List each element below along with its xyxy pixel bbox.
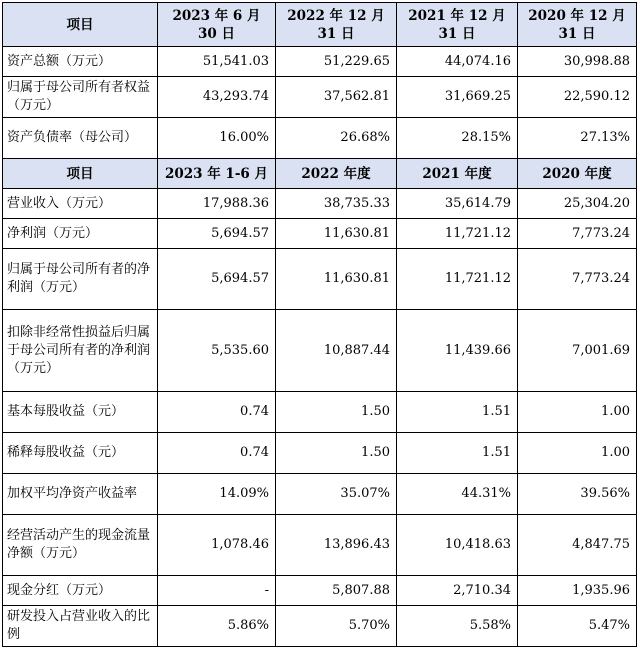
row-label: 归属于母公司所有者权益（万元） [3,77,158,118]
cell-value: 51,541.03 [158,47,276,77]
table-row [3,118,637,159]
table-row [3,249,637,310]
cell-value: 1.51 [397,392,518,433]
cell-value: 5.47% [518,606,637,647]
cell-value: 26.68% [276,118,397,159]
cell-value: 1,935.96 [518,576,637,606]
row-label: 资产负债率（母公司） [3,118,158,159]
cell-value: 22,590.12 [518,77,637,118]
row-label: 资产总额（万元） [3,47,158,77]
financial-table-container [2,2,637,647]
cell-value: 27.13% [518,118,637,159]
table-row [3,310,637,392]
cell-value: 2,710.34 [397,576,518,606]
cell-value: 1.50 [276,433,397,474]
cell-value: 31,669.25 [397,77,518,118]
cell-value: 14.09% [158,474,276,515]
row-label: 加权平均净资产收益率 [3,474,158,515]
cell-value: 1.00 [518,433,637,474]
row-label: 净利润（万元） [3,219,158,249]
cell-value: 44.31% [397,474,518,515]
cell-value: 11,630.81 [276,219,397,249]
cell-value: 5.86% [158,606,276,647]
cell-value: 11,439.66 [397,310,518,392]
table-row [3,474,637,515]
cell-value: 5.58% [397,606,518,647]
table-row [3,189,637,219]
cell-value: 5.70% [276,606,397,647]
cell-value: 11,630.81 [276,249,397,310]
cell-value: 35,614.79 [397,189,518,219]
header-2023-06-30: 2023 年 6 月 30 日 [158,3,276,47]
cell-value: 7,773.24 [518,219,637,249]
row-label: 经营活动产生的现金流量净额（万元） [3,515,158,576]
cell-value: 28.15% [397,118,518,159]
header-2022: 2022 年度 [276,159,397,189]
cell-value: 13,896.43 [276,515,397,576]
header-2021: 2021 年度 [397,159,518,189]
table-row [3,392,637,433]
row-label: 营业收入（万元） [3,189,158,219]
header-item: 项目 [3,3,158,47]
cell-value: 10,887.44 [276,310,397,392]
table-row [3,576,637,606]
row-label: 基本每股收益（元） [3,392,158,433]
cell-value: 5,694.57 [158,249,276,310]
header-2020-12-31: 2020 年 12 月 31 日 [518,3,637,47]
table-row [3,77,637,118]
cell-value: 25,304.20 [518,189,637,219]
cell-value: 1.00 [518,392,637,433]
row-label: 扣除非经常性损益后归属于母公司所有者的净利润（万元） [3,310,158,392]
cell-value: 5,807.88 [276,576,397,606]
balance-header-row [3,3,637,47]
cell-value: 7,001.69 [518,310,637,392]
header-2022-12-31: 2022 年 12 月 31 日 [276,3,397,47]
cell-value: 5,535.60 [158,310,276,392]
table-row [3,219,637,249]
table-row [3,47,637,77]
cell-value: 5,694.57 [158,219,276,249]
cell-value: 7,773.24 [518,249,637,310]
cell-value: 51,229.65 [276,47,397,77]
cell-value: 39.56% [518,474,637,515]
cell-value: 16.00% [158,118,276,159]
table-row [3,515,637,576]
table-row [3,433,637,474]
cell-value: 1.51 [397,433,518,474]
cell-value: 4,847.75 [518,515,637,576]
cell-value: 1.50 [276,392,397,433]
row-label: 稀释每股收益（元） [3,433,158,474]
cell-value: 11,721.12 [397,219,518,249]
cell-value: 43,293.74 [158,77,276,118]
cell-value: 35.07% [276,474,397,515]
header-item: 项目 [3,159,158,189]
table-row [3,606,637,647]
row-label: 归属于母公司所有者的净利润（万元） [3,249,158,310]
cell-value: 38,735.33 [276,189,397,219]
cell-value: 37,562.81 [276,77,397,118]
financial-indicators-table [2,2,637,647]
cell-value: 0.74 [158,433,276,474]
cell-value: 10,418.63 [397,515,518,576]
income-header-row [3,159,637,189]
cell-value: 1,078.46 [158,515,276,576]
cell-value: 44,074.16 [397,47,518,77]
header-2020: 2020 年度 [518,159,637,189]
cell-value: 0.74 [158,392,276,433]
cell-value: 17,988.36 [158,189,276,219]
header-2023-h1: 2023 年 1-6 月 [158,159,276,189]
cell-value: 11,721.12 [397,249,518,310]
row-label: 现金分红（万元） [3,576,158,606]
cell-value: 30,998.88 [518,47,637,77]
header-2021-12-31: 2021 年 12 月 31 日 [397,3,518,47]
row-label: 研发投入占营业收入的比例 [3,606,158,647]
cell-value: - [158,576,276,606]
